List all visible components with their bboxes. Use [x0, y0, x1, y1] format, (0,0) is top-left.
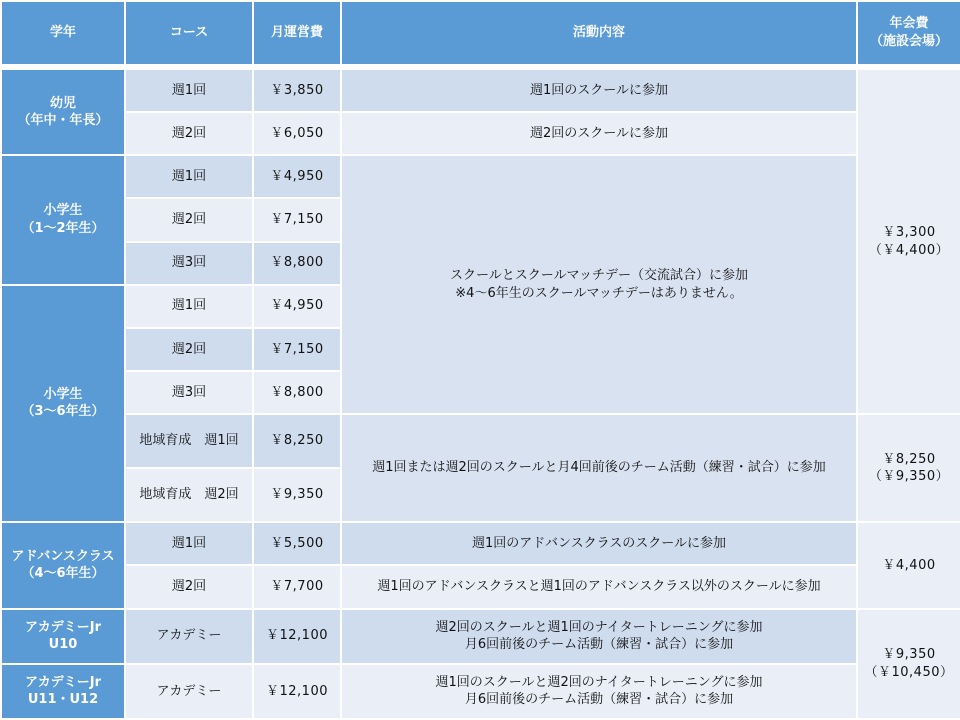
monthly-fee-cell: ￥3,850	[253, 69, 341, 112]
monthly-fee-cell: ￥8,800	[253, 371, 341, 414]
course-cell: 週2回	[125, 198, 253, 241]
activity-cell: 週1回のアドバンスクラスと週1回のアドバンスクラス以外のスクールに参加	[341, 565, 857, 608]
grade-cell-elementary-3-6: 小学生 （3～6年生）	[1, 285, 125, 523]
table-row	[1, 565, 960, 608]
course-cell: 週1回	[125, 285, 253, 328]
course-cell: 地域育成 週2回	[125, 468, 253, 522]
course-cell: 地域育成 週1回	[125, 414, 253, 468]
annual-fee-cell: ￥4,400	[857, 522, 960, 608]
grade-cell-youji: 幼児 （年中・年長）	[1, 69, 125, 155]
course-cell: 週1回	[125, 522, 253, 565]
course-cell: 週3回	[125, 242, 253, 285]
table-row	[1, 155, 960, 198]
grade-cell-academy-u11-u12: アカデミーJr U11・U12	[1, 664, 125, 719]
monthly-fee-cell: ￥12,100	[253, 664, 341, 719]
header-activity: 活動内容	[341, 1, 857, 65]
monthly-fee-cell: ￥8,250	[253, 414, 341, 468]
grade-cell-elementary-1-2: 小学生 （1～2年生）	[1, 155, 125, 284]
course-cell: 週2回	[125, 328, 253, 371]
monthly-fee-cell: ￥7,150	[253, 328, 341, 371]
activity-cell: 週1回のスクールに参加	[341, 69, 857, 112]
header-course: コース	[125, 1, 253, 65]
monthly-fee-cell: ￥8,800	[253, 242, 341, 285]
activity-cell: 週2回のスクールと週1回のナイタートレーニングに参加 月6回前後のチーム活動（練習・試合）に参加	[341, 609, 857, 664]
course-cell: 週1回	[125, 69, 253, 112]
header-annual-fee: 年会費 （施設会場）	[857, 1, 960, 65]
annual-fee-cell: ￥3,300 （￥4,400）	[857, 69, 960, 414]
course-cell: アカデミー	[125, 664, 253, 719]
header-monthly-fee: 月運営費	[253, 1, 341, 65]
annual-fee-cell: ￥9,350 （￥10,450）	[857, 609, 960, 719]
grade-cell-academy-u10: アカデミーJr U10	[1, 609, 125, 664]
monthly-fee-cell: ￥5,500	[253, 522, 341, 565]
table-row	[1, 112, 960, 155]
monthly-fee-cell: ￥4,950	[253, 285, 341, 328]
monthly-fee-cell: ￥7,150	[253, 198, 341, 241]
grade-cell-advance: アドバンスクラス （4～6年生）	[1, 522, 125, 608]
monthly-fee-cell: ￥6,050	[253, 112, 341, 155]
monthly-fee-cell: ￥7,700	[253, 565, 341, 608]
activity-cell: 週1回のスクールと週2回のナイタートレーニングに参加 月6回前後のチーム活動（練習・試合）に参加	[341, 664, 857, 719]
monthly-fee-cell: ￥4,950	[253, 155, 341, 198]
course-cell: 週1回	[125, 155, 253, 198]
activity-cell: 週1回または週2回のスクールと月4回前後のチーム活動（練習・試合）に参加	[341, 414, 857, 522]
course-cell: 週2回	[125, 565, 253, 608]
monthly-fee-cell: ￥9,350	[253, 468, 341, 522]
course-cell: アカデミー	[125, 609, 253, 664]
course-cell: 週3回	[125, 371, 253, 414]
activity-cell: 週2回のスクールに参加	[341, 112, 857, 155]
activity-cell: スクールとスクールマッチデー（交流試合）に参加 ※4～6年生のスクールマッチデーはありません。	[341, 155, 857, 414]
course-cell: 週2回	[125, 112, 253, 155]
table-row	[1, 522, 960, 565]
header-grade: 学年	[1, 1, 125, 65]
activity-cell: 週1回のアドバンスクラスのスクールに参加	[341, 522, 857, 565]
table-row	[1, 69, 960, 112]
table-row	[1, 664, 960, 719]
annual-fee-cell: ￥8,250 （￥9,350）	[857, 414, 960, 522]
table-row	[1, 414, 960, 468]
monthly-fee-cell: ￥12,100	[253, 609, 341, 664]
table-row	[1, 609, 960, 664]
